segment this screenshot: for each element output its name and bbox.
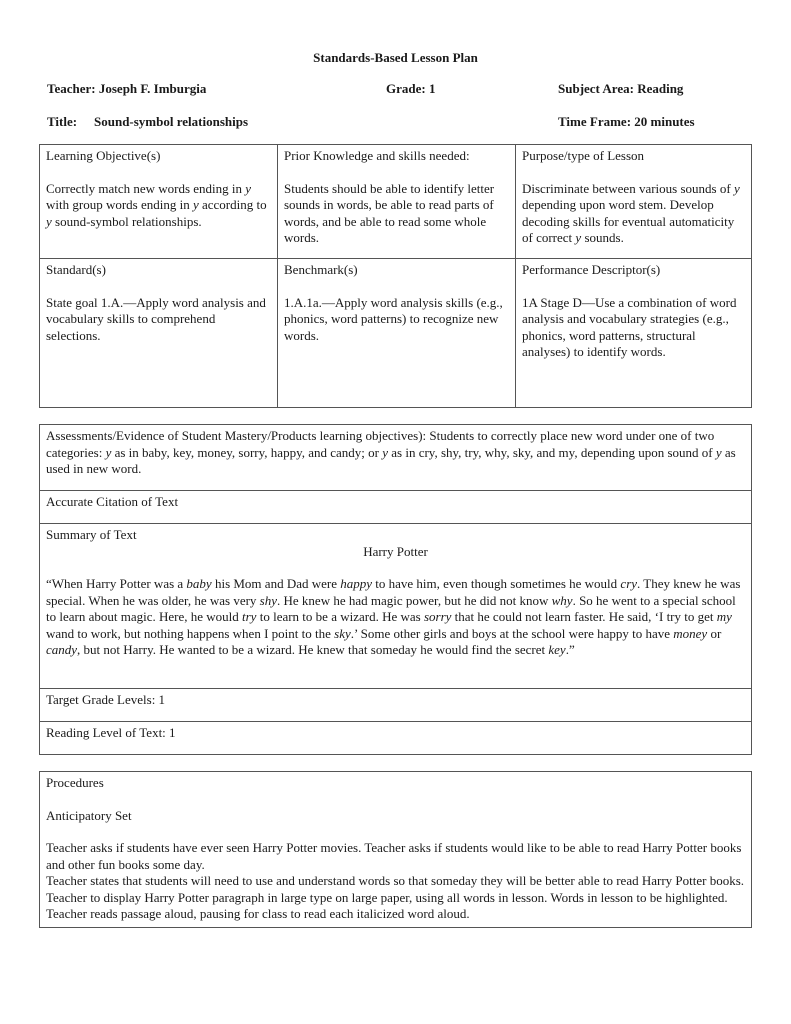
highlighted-word: money [673, 625, 708, 641]
highlighted-word: sky [334, 625, 351, 641]
reading-level-text: Reading Level of Text: 1 [46, 725, 176, 740]
document-title: Standards-Based Lesson Plan [313, 50, 478, 65]
teacher-name: Teacher: Joseph F. Imburgia [47, 81, 207, 96]
story-segment: “When Harry Potter was a [46, 576, 187, 591]
standard-text: State goal 1.A.—Apply word analysis and vocabulary skills to comprehend selections. [46, 294, 266, 343]
highlighted-word: cry [620, 576, 638, 591]
story-segment: , but not Harry. He wanted to be a wizard. He knew that someday he would find the secret [77, 642, 549, 657]
story-segment: . He knew he had magic power, but he did not know [277, 592, 552, 608]
performance-text: 1A Stage D—Use a combination of word analysis and vocabulary strategies (e.g., phonics, word patterns, structural analyses) to identify words. [522, 294, 737, 359]
story-segment: or [707, 625, 722, 641]
procedures-paragraph-1: Teacher asks if students have ever seen Harry Potter movies. Teacher asks if students would like to be able to read Harry Potter books and other fun books some day. [46, 840, 742, 872]
performance-cell [516, 259, 752, 408]
highlighted-word: my [716, 609, 732, 624]
title-label: Title: [47, 114, 78, 129]
story-segment: .’ Some other girls and boys at the school were happy to have [350, 625, 674, 641]
story-segment: . So he went to a special school to learn about magic. Here, he would [46, 592, 736, 624]
story-segment: to learn to be a wizard. He was [256, 609, 424, 624]
highlighted-word: why [551, 592, 573, 608]
objectives-grid [39, 144, 752, 408]
highlighted-word: shy [259, 592, 278, 608]
procedures-table [39, 771, 752, 928]
prior-knowledge-cell [278, 145, 516, 259]
learning-objective-heading: Learning Objective(s) [46, 148, 161, 163]
reading-level-cell [40, 722, 752, 755]
anticipatory-set-heading: Anticipatory Set [46, 807, 132, 823]
highlighted-word: baby [186, 576, 212, 591]
summary-heading: Summary of Text [46, 527, 137, 542]
benchmark-cell [278, 259, 516, 408]
story-title: Harry Potter [363, 543, 428, 559]
target-grade-text: Target Grade Levels: 1 [46, 692, 166, 707]
procedures-heading: Procedures [46, 775, 104, 790]
standard-heading: Standard(s) [46, 262, 106, 277]
target-grade-cell [40, 689, 752, 722]
time-frame: Time Frame: 20 minutes [558, 114, 695, 129]
story-segment: wand to work, but nothing happens when I point to the [46, 625, 335, 641]
assessment-text: Assessments/Evidence of Student Mastery/Products learning objectives): Students to correctly place new word under one of two categories: y as in baby, key, money, sorry, happy, and candy; or y as in cry, shy, try, why, sky, and my, depending upon sound of y as used in new word. [46, 428, 736, 476]
story-segment: to have him, even though sometimes he would [372, 576, 621, 591]
highlighted-word: try [242, 609, 257, 624]
story-text [46, 576, 745, 659]
assessment-cell [40, 425, 752, 491]
story-segment: his Mom and Dad were [211, 576, 341, 591]
citation-label: Accurate Citation of Text [46, 494, 179, 509]
lesson-title: Sound-symbol relationships [94, 114, 249, 129]
highlighted-word: key [548, 642, 566, 657]
story-segment: . They knew he was special. When he was older, he was very [46, 576, 741, 608]
prior-knowledge-heading: Prior Knowledge and skills needed: [284, 148, 470, 163]
procedures-cell [40, 772, 752, 928]
purpose-text: Discriminate between various sounds of y depending upon word stem. Develop decoding skills for eventual automaticity of correct y sounds. [522, 180, 740, 245]
learning-objective-text: Correctly match new words ending in y with group words ending in y according to y sound-symbol relationships. [46, 180, 267, 229]
subject-area: Subject Area: Reading [558, 81, 684, 96]
learning-objective-cell [40, 145, 278, 259]
purpose-cell [516, 145, 752, 259]
grade-level: Grade: 1 [386, 81, 436, 96]
standard-cell [40, 259, 278, 408]
assessment-table [39, 424, 752, 755]
performance-heading: Performance Descriptor(s) [522, 262, 661, 277]
benchmark-text: 1.A.1a.—Apply word analysis skills (e.g., phonics, word patterns) to recognize new words. [284, 294, 503, 343]
citation-cell [40, 491, 752, 524]
procedures-paragraph-2: Teacher states that students will need to use and understand words so that someday they will be better able to read Harry Potter books. Teacher to display Harry Potter paragraph in large type on large paper, using all words in lesson. Words in lesson to be highlighted. Teacher reads passage aloud, pausing for class to read each italicized word aloud. [46, 873, 745, 921]
purpose-heading: Purpose/type of Lesson [522, 148, 645, 163]
story-segment: .” [565, 642, 575, 657]
summary-cell [40, 524, 752, 689]
prior-knowledge-text: Students should be able to identify letter sounds in words, be able to read parts of words, and be able to read some whole words. [284, 180, 495, 245]
highlighted-word: candy [46, 642, 78, 657]
highlighted-word: sorry [423, 609, 452, 624]
story-segment: that he could not learn faster. He said, ‘I try to get [451, 609, 717, 624]
highlighted-word: happy [340, 576, 373, 591]
benchmark-heading: Benchmark(s) [284, 262, 358, 277]
